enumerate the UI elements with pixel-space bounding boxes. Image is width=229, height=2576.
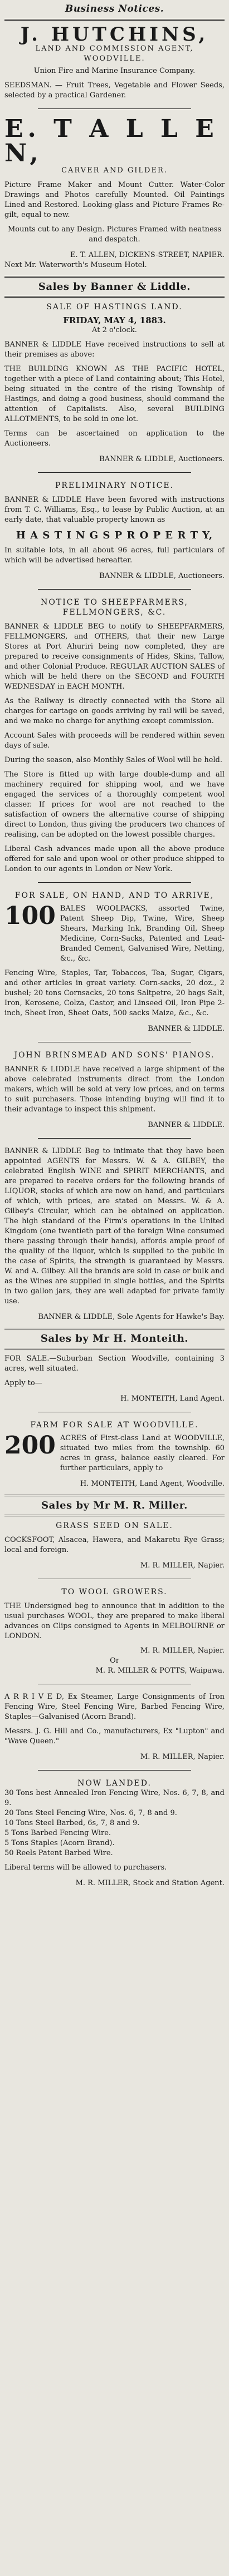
ad-number: 100 — [4, 902, 56, 930]
ad-now-landed — [4, 1778, 225, 1888]
ad-paragraph: Messrs. J. G. Hill and Co., manufacturers, Ex "Lupton" and "Wave Queen." — [4, 1727, 225, 1746]
ad-pianos — [4, 1050, 225, 1130]
ad-title: TO WOOL GROWERS. — [61, 1588, 168, 1596]
divider — [38, 108, 191, 109]
ad-line: 20 Tons Steel Fencing Wire, Nos. 6, 7, 8 and 9. — [4, 1809, 177, 1817]
ad-paragraph: During the season, also Monthly Sales of Wool will be held. — [4, 756, 223, 764]
ad-sheepfarmers — [4, 597, 225, 874]
divider — [38, 472, 191, 473]
ad-allen — [4, 117, 225, 270]
ad-paragraph: Liberal terms will be allowed to purchasers. — [4, 1863, 167, 1872]
ad-line: 10 Tons Steel Barbed, 6s, 7, 8 and 9. — [4, 1819, 140, 1827]
ad-paragraph: BANNER & LIDDLE BEG to notify to SHEEPFARMERS, FELLMONGERS, and OTHERS, that their new Large Stores at Port Ahuriri being now completed, they are prepared to receive consignments of Hides, Skins, Tallow, and other Colonial Produce. REGULAR AUCTION SALES of which will be held there on the SECOND and FOURTH WEDNESDAY in EACH MONTH. — [4, 622, 225, 691]
ad-subtitle: LAND AND COMMISSION AGENT, WOODVILLE. — [35, 45, 194, 63]
ad-title: NOTICE TO SHEEPFARMERS, FELLMONGERS, &C. — [41, 598, 188, 617]
ad-signature: BANNER & LIDDLE, Sole Agents for Hawke's Bay. — [38, 1313, 225, 1321]
ad-paragraph: Fencing Wire, Staples, Tar, Tobaccos, Tea, Sugar, Cigars, and other articles in great variety. Corn-sacks, 20 doz., 2 bushel; 20 tons Cornsacks, 20 tons Saltpetre, 20 bags Salt, Iron, Kerosene, Colza, Castor, and Linseed Oil, Iron Pipe 2-inch, Sheet Iron, Sheet Oats, 500 sacks Maize, &c., &c. — [4, 969, 225, 1017]
ad-paragraph: SEEDSMAN. — Fruit Trees, Vegetable and Flower Seeds, selected by a practical Gardener. — [4, 81, 225, 100]
ad-signature: BANNER & LIDDLE, Auctioneers. — [99, 572, 225, 580]
ad-lead — [4, 904, 225, 964]
ad-paragraph: BANNER & LIDDLE Have been favored with instructions from T. C. Williams, Esq., to lease by Public Auction, at an early date, that valuable property known as — [4, 496, 225, 524]
divider — [38, 1770, 191, 1771]
ad-paragraph: COCKSFOOT, Alsacea, Hawera, and Makaretu Rye Grass; local and foreign. — [4, 1536, 225, 1554]
newspaper-page — [4, 0, 225, 2576]
section-header-monteith: Sales by Mr H. Monteith. — [4, 1328, 225, 1349]
ad-signature: H. MONTEITH, Land Agent, Woodville. — [80, 1480, 225, 1488]
ad-or: Or — [110, 1657, 119, 1665]
ad-title: SALE OF HASTINGS LAND. — [46, 303, 183, 312]
ad-signature: BANNER & LIDDLE, Auctioneers. — [99, 455, 225, 463]
ad-signature: M. R. MILLER, Napier. — [140, 1647, 225, 1655]
ad-paragraph: In suitable lots, in all about 96 acres, full particulars of which will be advertised hereafter. — [4, 546, 225, 565]
ad-paragraph: Next Mr. Waterworth's Museum Hotel. — [4, 261, 147, 269]
ad-paragraph: As the Railway is directly connected with the Store all charges for cartage on goods arriving by rail will be saved, and we make no charge for anything except commission. — [4, 697, 225, 725]
ad-line: Union Fire and Marine Insurance Company. — [33, 67, 196, 75]
ad-arrived — [4, 1692, 225, 1762]
divider — [38, 1138, 191, 1139]
ad-time: At 2 o'clock. — [92, 326, 137, 334]
ad-paragraph: FOR SALE.—Suburban Section Woodville, containing 3 acres, well situated. — [4, 1354, 225, 1373]
divider — [38, 882, 191, 883]
ad-signature: H. MONTEITH, Land Agent. — [120, 1395, 225, 1403]
ad-farm-woodville — [4, 1420, 225, 1489]
section-header-business-notices: Business Notices. — [4, 0, 225, 21]
ad-hutchins — [4, 25, 225, 101]
ad-paragraph: BANNER & LIDDLE Beg to intimate that they have been appointed AGENTS for Messrs. W. & A. GILBEY, the celebrated English WINE and SPIRIT MERCHANTS, and are prepared to receive orders for the following brands of LIQUOR, stocks of which are now on hand, and particulars of which, with prices, are stated on Messrs. W. & A. Gilbey's Circular, which can be obtained on application. The high standard of the Firm's operations in the United Kingdom (one twentieth part of the foreign Wine consumed there passing through their hands), affords ample proof of the quality of the liquor, which is supplied to the public in the case of Spirits, the strength is guaranteed by Messrs. W. and A. Gilbey. All the brands are sold in case or bulk and as the Wines are supplied in single bottles, and the Spirits in two gallon jars, they are well adapted for private family use. — [4, 1147, 225, 1306]
ad-paragraph: Account Sales with proceeds will be rendered within seven days of sale. — [4, 731, 225, 750]
ad-paragraph: BALES WOOLPACKS, assorted Twine, Patent Sheep Dip, Twine, Wire, Sheep Shears, Marking Ink, Branding Oil, Sheep Medicine, Corn-Sacks, Patented and Lead-Branded Cement, Galvanised Wire, Netting, &c., &c. — [60, 904, 225, 963]
ad-lead — [4, 1433, 225, 1474]
ad-signature: BANNER & LIDDLE. — [148, 1121, 225, 1129]
ad-hastings-land — [4, 302, 225, 464]
divider — [38, 589, 191, 590]
ad-title: JOHN BRINSMEAD AND SONS' PIANOS. — [14, 1051, 215, 1060]
ad-title: NOW LANDED. — [77, 1779, 152, 1788]
ad-signature: M. R. MILLER & POTTS, Waipawa. — [95, 1667, 225, 1675]
ad-wool-growers — [4, 1587, 225, 1676]
ad-paragraph: Picture Frame Maker and Mount Cutter. Water-Color Drawings and Photos carefully Mounted. Oil Paintings Lined and Restored. Looking-glass and Picture Frames Re-gilt, equal to new. — [4, 181, 225, 219]
ad-signature: M. R. MILLER, Stock and Station Agent. — [75, 1879, 225, 1887]
ad-line: 50 Reels Patent Barbed Wire. — [4, 1849, 113, 1857]
ad-paragraph: THE Undersigned beg to announce that in addition to the usual purchases WOOL, they are prepared to make liberal advances on Clips consigned to Agents in MELBOURNE or LONDON. — [4, 1602, 225, 1640]
ad-title: FARM FOR SALE AT WOODVILLE. — [30, 1421, 199, 1430]
ad-gilbey — [4, 1146, 225, 1322]
ad-title: FOR SALE, ON HAND, AND TO ARRIVE, — [14, 891, 215, 900]
ad-grass-seed — [4, 1521, 225, 1571]
ad-signature: BANNER & LIDDLE. — [148, 1025, 225, 1033]
ad-title: PRELIMINARY NOTICE. — [55, 481, 174, 490]
ad-paragraph: Terms can be ascertained on application to the Auctioneers. — [4, 429, 225, 448]
section-header-miller: Sales by Mr M. R. Miller. — [4, 1495, 225, 1516]
ad-paragraph: Mounts cut to any Design. Pictures Framed with neatness and despatch. — [7, 225, 222, 244]
ad-title: GRASS SEED ON SALE. — [56, 1521, 173, 1530]
ad-subtitle: CARVER AND GILDER. — [61, 166, 168, 175]
ad-line: 30 Tons best Annealed Iron Fencing Wire, Nos. 6, 7, 8, and 9. — [4, 1789, 225, 1807]
ad-paragraph: ACRES of First-class Land at WOODVILLE, situated two miles from the township. 60 acres in grass, balance easily cleared. For further particulars, apply to — [60, 1434, 225, 1472]
section-header-banner-liddle: Sales by Banner & Liddle. — [4, 276, 225, 298]
ad-heading: H A S T I N G S P R O P E R T Y, — [16, 530, 213, 541]
ad-name: E. T A L L E N, — [4, 115, 218, 167]
ad-paragraph: THE BUILDING KNOWN AS THE PACIFIC HOTEL, together with a piece of Land containing about; This Hotel, being situated in the centre of the rising Township of Hastings, and doing a good business, should command the attention of Capitalists. Also, several BUILDING ALLOTMENTS, to be sold in one lot. — [4, 365, 225, 423]
ad-paragraph: A R R I V E D, Ex Steamer, Large Consignments of Iron Fencing Wire, Steel Fencing Wire, Barbed Fencing Wire, Staples—Galvanised (Acorn Brand). — [4, 1693, 225, 1721]
ad-signature: M. R. MILLER, Napier. — [140, 1561, 225, 1570]
ad-date: FRIDAY, MAY 4, 1883. — [63, 315, 166, 325]
ad-line: 5 Tons Barbed Fencing Wire. — [4, 1829, 111, 1837]
ad-paragraph: BANNER & LIDDLE have received a large shipment of the above celebrated instruments direct from the London makers, which will be sold at very low prices, and on terms to suit purchasers. Those intending buying will find it to their advantage to inspect this shipment. — [4, 1065, 225, 1114]
ad-signature: E. T. ALLEN, DICKENS-STREET, NAPIER. — [70, 251, 225, 259]
ad-paragraph: BANNER & LIDDLE Have received instructions to sell at their premises as above: — [4, 340, 225, 359]
ad-name: J. HUTCHINS, — [20, 23, 209, 46]
ad-apply: Apply to— — [4, 1379, 42, 1387]
ad-preliminary-notice — [4, 481, 225, 581]
ad-paragraph: The Store is fitted up with large double-dump and all machinery required for shipping wool, and we have engaged the services of a thoroughly competent wool classer. If prices for wool are not reached to the satisfaction of owners the alternative course of shipping direct to London, thus giving the producers two chances of realising, can be adopted on the lowest possible charges. — [4, 770, 225, 839]
ad-number: 200 — [4, 1431, 56, 1460]
ad-for-sale — [4, 891, 225, 1034]
ad-signature: M. R. MILLER, Napier. — [140, 1753, 225, 1761]
ad-line: 5 Tons Staples (Acorn Brand). — [4, 1839, 115, 1847]
ad-suburban-section — [4, 1354, 225, 1404]
ad-paragraph: Liberal Cash advances made upon all the above produce offered for sale and upon wool or other produce shipped to London to our agents in London or New York. — [4, 845, 225, 873]
